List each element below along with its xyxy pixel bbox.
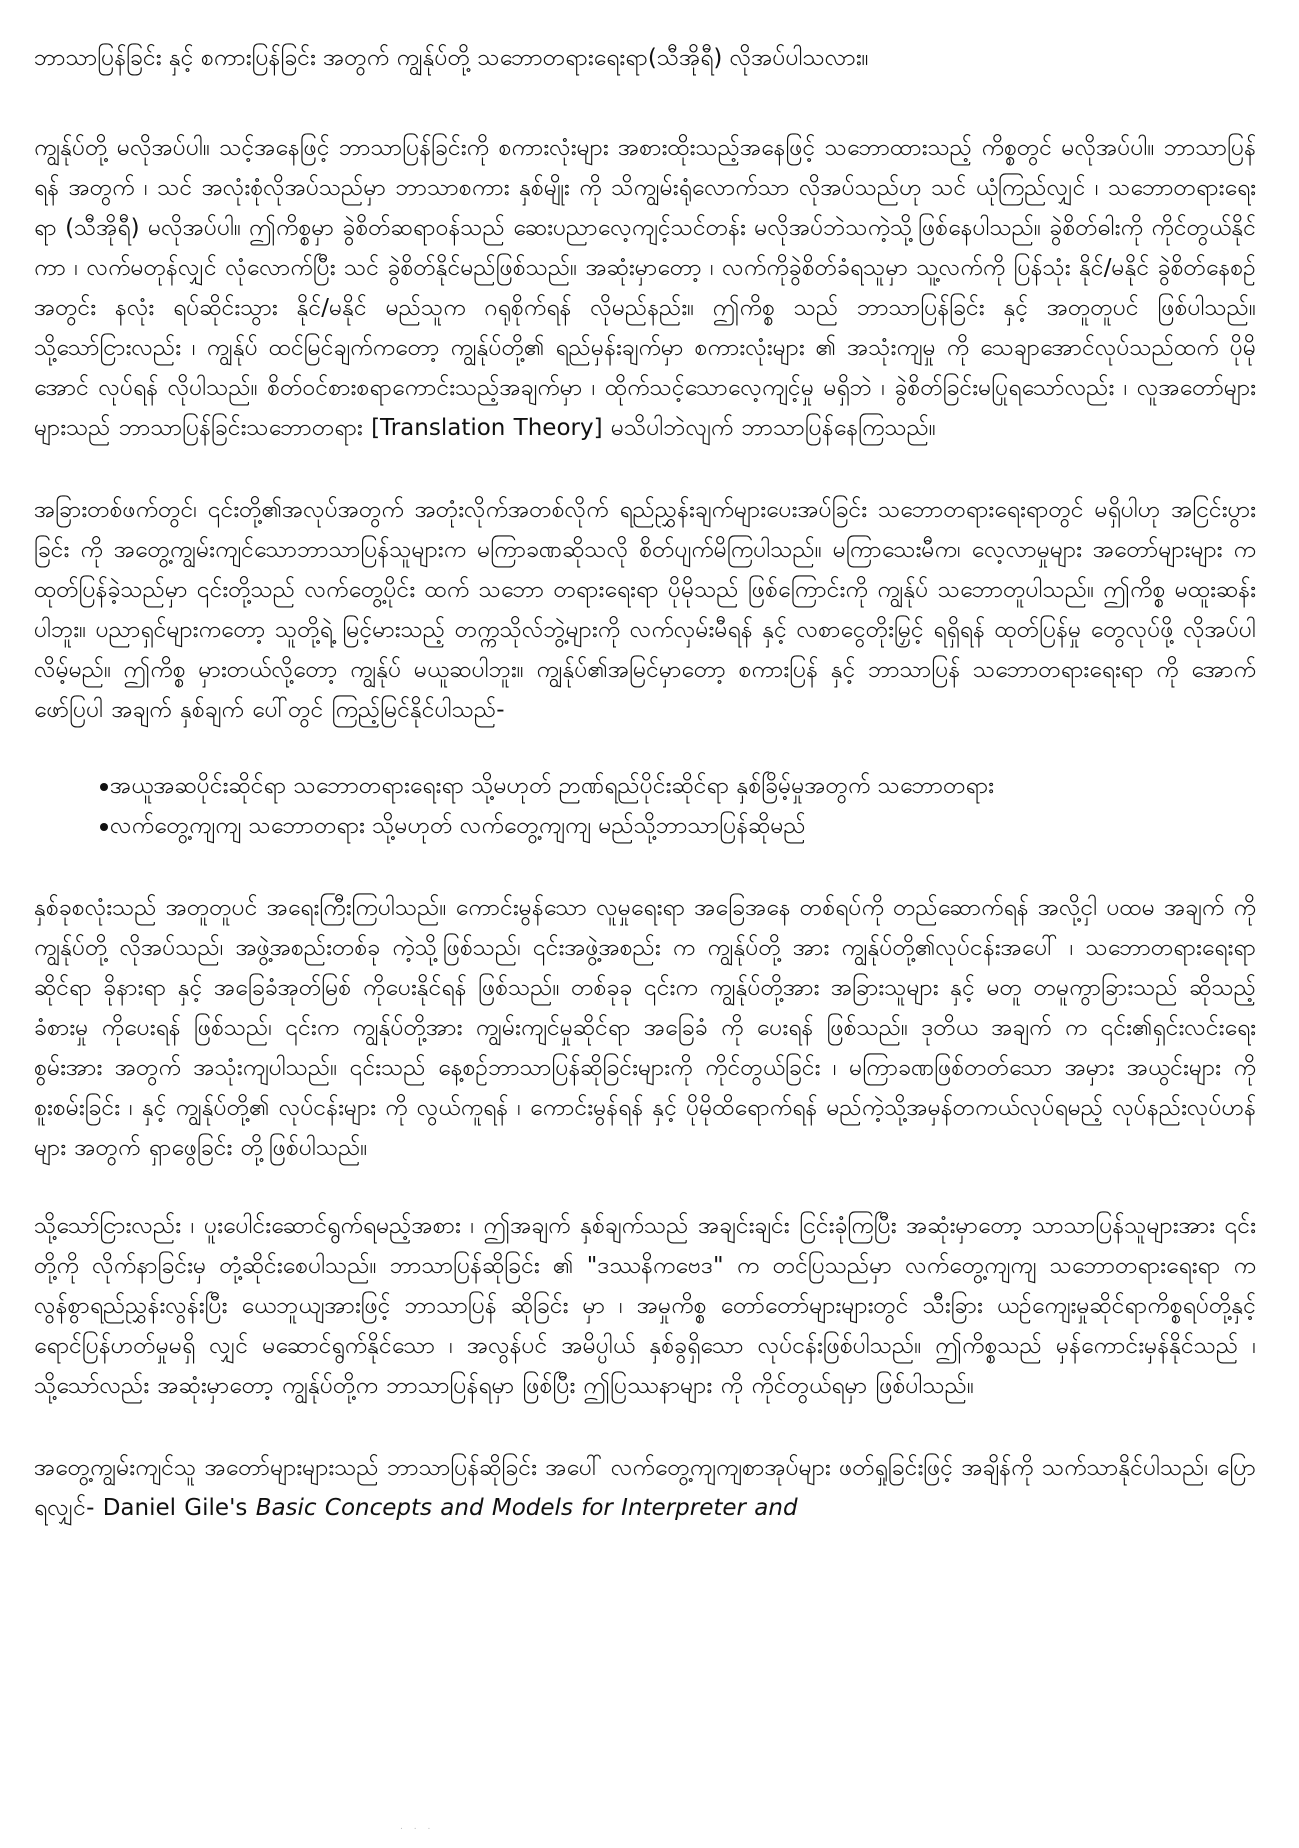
document-page — [34, 38, 1256, 1570]
paragraph-3: နှစ်ခုစလုံးသည် အတူတူပင် အရေးကြီးကြပါသည်။ ကောင်းမွန်သော လူမှုရေးရာ အခြေအနေ တစ်ရပ်ကို တည်ဆောက်ရန် အလို့ငှါ ပထမ အချက် ကို ကျွန်ုပ်တို့ လိုအပ်သည်၊ အဖွဲ့အစည်းတစ်ခု ကဲ့သို့ဖြစ်သည်၊ ၎င်းအဖွဲ့အစည်း က ကျွန်ုပ်တို့ အား ကျွန်ုပ်တို့၏လုပ်ငန်းအပေါ် ၊ သဘောတရားရေးရာဆိုင်ရာ ခိုနားရာ နှင့် အခြေခံအုတ်မြစ် ကိုပေးနိုင်ရန် ဖြစ်သည်။ တစ်ခုခု ၎င်းက ကျွန်ုပ်တို့အား အခြားသူများ နှင့် မတူ တမူကွာခြားသည် ဆိုသည့် ခံစားမှု ကိုပေးရန် ဖြစ်သည်၊ ၎င်းက ကျွန်ုပ်တို့အား ကျွမ်းကျင်မှုဆိုင်ရာ အခြေခံ ကို ပေးရန် ဖြစ်သည်။ ဒုတိယ အချက် က ၎င်း၏ရှင်းလင်းရေး စွမ်းအား အတွက် အသုံးကျပါသည်။ ၎င်းသည် နေ့စဉ်ဘာသာပြန်ဆိုခြင်းများကို ကိုင်တွယ်ခြင်း ၊ မကြာခဏဖြစ်တတ်သော အမှား အယွင်းများ ကို စူးစမ်းခြင်း ၊ နှင့် ကျွန်ုပ်တို့၏ လုပ်ငန်းများ ကို လွယ်ကူရန် ၊ ကောင်းမွန်ရန် နှင့် ပိုမိုထိရောက်ရန် မည်ကဲ့သို့အမှန်တကယ်လုပ်ရမည့် လုပ်နည်းလုပ်ဟန်များ အတွက် ရှာဖွေခြင်း တို့ဖြစ်ပါသည်။ — [34, 895, 1256, 1161]
bullet-item-2 — [34, 806, 1256, 846]
author-reference: Daniel Gile's — [102, 1495, 256, 1521]
bullet-item-1 — [34, 766, 1256, 806]
bullet-item-2-text: လက်တွေ့ကျကျ သဘောတရား သို့မဟုတ် လက်တွေ့ကျကျ မည်သို့ဘာသာပြန်ဆိုမည် — [110, 813, 806, 839]
bullet-list — [34, 766, 1256, 846]
document-title: ဘာသာပြန်ခြင်း နှင့် စကားပြန်ခြင်း အတွက် ကျွန်ုပ်တို့ သဘောတရားရေးရာ(သီအိုရီ) လိုအပ်ပါသလား။ — [34, 45, 869, 71]
paragraph-1 — [34, 128, 1256, 448]
scan-artifact: . . . — [400, 1822, 435, 1832]
bullet-icon — [100, 783, 108, 791]
paragraph-5-text: အတွေ့ကျွမ်းကျင်သူ အတော်များများသည် ဘာသာပြန်ဆိုခြင်း အပေါ် လက်တွေ့ကျကျစာအုပ်များ ဖတ်ရှုခြင်းဖြင့် အချိန်ကို သက်သာနိုင်ပါသည်၊ ပြောရလျှင်- — [34, 1455, 1256, 1521]
bullet-icon — [100, 823, 108, 831]
paragraph-1-end: မသိပါဘဲလျက် ဘာသာပြန်နေကြသည်။ — [602, 415, 936, 441]
paragraph-5 — [34, 1448, 1256, 1528]
paragraph-1-text: ကျွန်ုပ်တို့ မလိုအပ်ပါ။ သင့်အနေဖြင့် ဘာသာပြန်ခြင်းကို စကားလုံးများ အစားထိုးသည့်အနေဖြင့် သဘောထားသည့် ကိစ္စတွင် မလိုအပ်ပါ။ ဘာသာပြန်ရန် အတွက် ၊ သင် အလုံးစုံလိုအပ်သည်မှာ ဘာသာစကား နှစ်မျိုး ကို သိကျွမ်းရုံလောက်သာ လိုအပ်သည်ဟု သင် ယုံကြည်လျှင် ၊ သဘောတရားရေးရာ (သီအိုရီ) မလိုအပ်ပါ။ ဤကိစ္စမှာ ခွဲစိတ်ဆရာဝန်သည် ဆေးပညာလေ့ကျင့်သင်တန်း မလိုအပ်ဘဲသကဲ့သို့ဖြစ်နေပါသည်။ ခွဲစိတ်ဓါးကို ကိုင်တွယ်နိုင်ကာ ၊ လက်မတုန်လျှင် လုံလောက်ပြီး သင် ခွဲစိတ်နိုင်မည်ဖြစ်သည်။ အဆုံးမှာတော့ ၊ လက်ကိုခွဲစိတ်ခံရသူမှာ သူ့လက်ကို ပြန်သုံး နိုင်/မနိုင် ခွဲစိတ်နေစဉ်အတွင်း နလုံး ရပ်ဆိုင်းသွား နိုင်/မနိုင် မည်သူက ဂရုစိုက်ရန် လိုမည်နည်း။ ဤကိစ္စ သည် ဘာသာပြန်ခြင်း နှင့် အတူတူပင် ဖြစ်ပါသည်။ သို့သော်ငြားလည်း ၊ ကျွန်ုပ် ထင်မြင်ချက်ကတော့ ကျွန်ုပ်တို့၏ ရည်မှန်းချက်မှာ စကားလုံးများ ၏ အသုံးကျမှု ကို သေချာအောင်လုပ်သည်ထက် ပိုမိုအောင် လုပ်ရန် လိုပါသည်။ စိတ်ဝင်စားစရာကောင်းသည့်အချက်မှာ ၊ ထိုက်သင့်သောလေ့ကျင့်မှု မရှိဘဲ ၊ ခွဲစိတ်ခြင်းမပြုရသော်လည်း ၊ လူအတော်များများသည် ဘာသာပြန်ခြင်းသဘောတရား — [34, 135, 1256, 441]
book-title-reference: Basic Concepts and Models for Interpreter and — [255, 1495, 798, 1521]
paragraph-4: သို့သော်ငြားလည်း ၊ ပူးပေါင်းဆောင်ရွက်ရမည့်အစား ၊ ဤအချက် နှစ်ချက်သည် အချင်းချင်း ငြင်းခုံကြပြီး အဆုံးမှာတော့ သာသာပြန်သူများအား ၎င်းတို့ကို လိုက်နာခြင်းမှ တုံ့ဆိုင်းစေပါသည်။ ဘာသာပြန်ဆိုခြင်း ၏ "ဒဿနိကဗေဒ" က တင်ပြသည်မှာ လက်တွေ့ကျကျ သဘောတရားရေးရာ က လွန်စွာရည်ညွှန်းလွန်းပြီး ယေဘူယျအားဖြင့် ဘာသာပြန် ဆိုခြင်း မှာ ၊ အမှုကိစ္စ တော်တော်များများတွင် သီးခြား ယဉ်ကျေးမှုဆိုင်ရာကိစ္စရပ်တို့နှင့် ရောင်ပြန်ဟတ်မှုမရှိ လျှင် မဆောင်ရွက်နိုင်သော ၊ အလွန်ပင် အမိပ္ပါယ် နှစ်ခွရှိသော လုပ်ငန်းဖြစ်ပါသည်။ ဤကိစ္စသည် မှန်ကောင်းမှန်နိုင်သည် ၊ သို့သော်လည်း အဆုံးမှာတော့ ကျွန်ုပ်တို့က ဘာသာပြန်ရမှာ ဖြစ်ပြီး ဤပြဿနာများ ကို ကိုင်တွယ်ရမှာ ဖြစ်ပါသည်။ — [34, 1213, 1256, 1399]
paragraph-2: အခြားတစ်ဖက်တွင်၊ ၎င်းတို့၏အလုပ်အတွက် အတုံးလိုက်အတစ်လိုက် ရည်ညွှန်းချက်များပေးအပ်ခြင်း သဘောတရားရေးရာတွင် မရှိပါဟု အငြင်းပွားခြင်း ကို အတွေ့ကျွမ်းကျင်သောဘာသာပြန်သူများက မကြာခဏဆိုသလို စိတ်ပျက်မိကြပါသည်။ မကြာသေးမီက၊ လေ့လာမှုများ အတော်များများ က ထုတ်ပြန်ခဲ့သည်မှာ ၎င်းတို့သည် လက်တွေ့ပိုင်း ထက် သဘော တရားရေးရာ ပိုမိုသည် ဖြစ်ကြောင်းကို ကျွန်ုပ် သဘောတူပါသည်။ ဤကိစ္စ မထူးဆန်းပါဘူး။ ပညာရှင်များကတော့ သူတို့ရဲ့ မြင့်မားသည့် တက္ကသိုလ်ဘွဲ့များကို လက်လှမ်းမီရန် နှင့် လစာငွေတိုးမြှင့် ရရှိရန် ထုတ်ပြန်မှု တွေလုပ်ဖို့ လိုအပ်ပါ လိမ့်မည်။ ဤကိစ္စ မှားတယ်လို့တော့ ကျွန်ုပ် မယူဆပါဘူး။ ကျွန်ုပ်၏အမြင်မှာတော့ စကားပြန် နှင့် ဘာသာပြန် သဘောတရားရေးရာ ကို အောက်ဖော်ပြပါ အချက် နှစ်ချက် ပေါ်တွင် ကြည့်မြင်နိုင်ပါသည်- — [34, 497, 1256, 723]
translation-theory-term: [Translation Theory] — [371, 415, 603, 441]
bullet-item-1-text: အယူအဆပိုင်းဆိုင်ရာ သဘောတရားရေးရာ သို့မဟုတ် ဉာဏ်ရည်ပိုင်းဆိုင်ရာ နှစ်ခြိမ့်မှုအတွက် သဘောတရား — [110, 773, 994, 799]
